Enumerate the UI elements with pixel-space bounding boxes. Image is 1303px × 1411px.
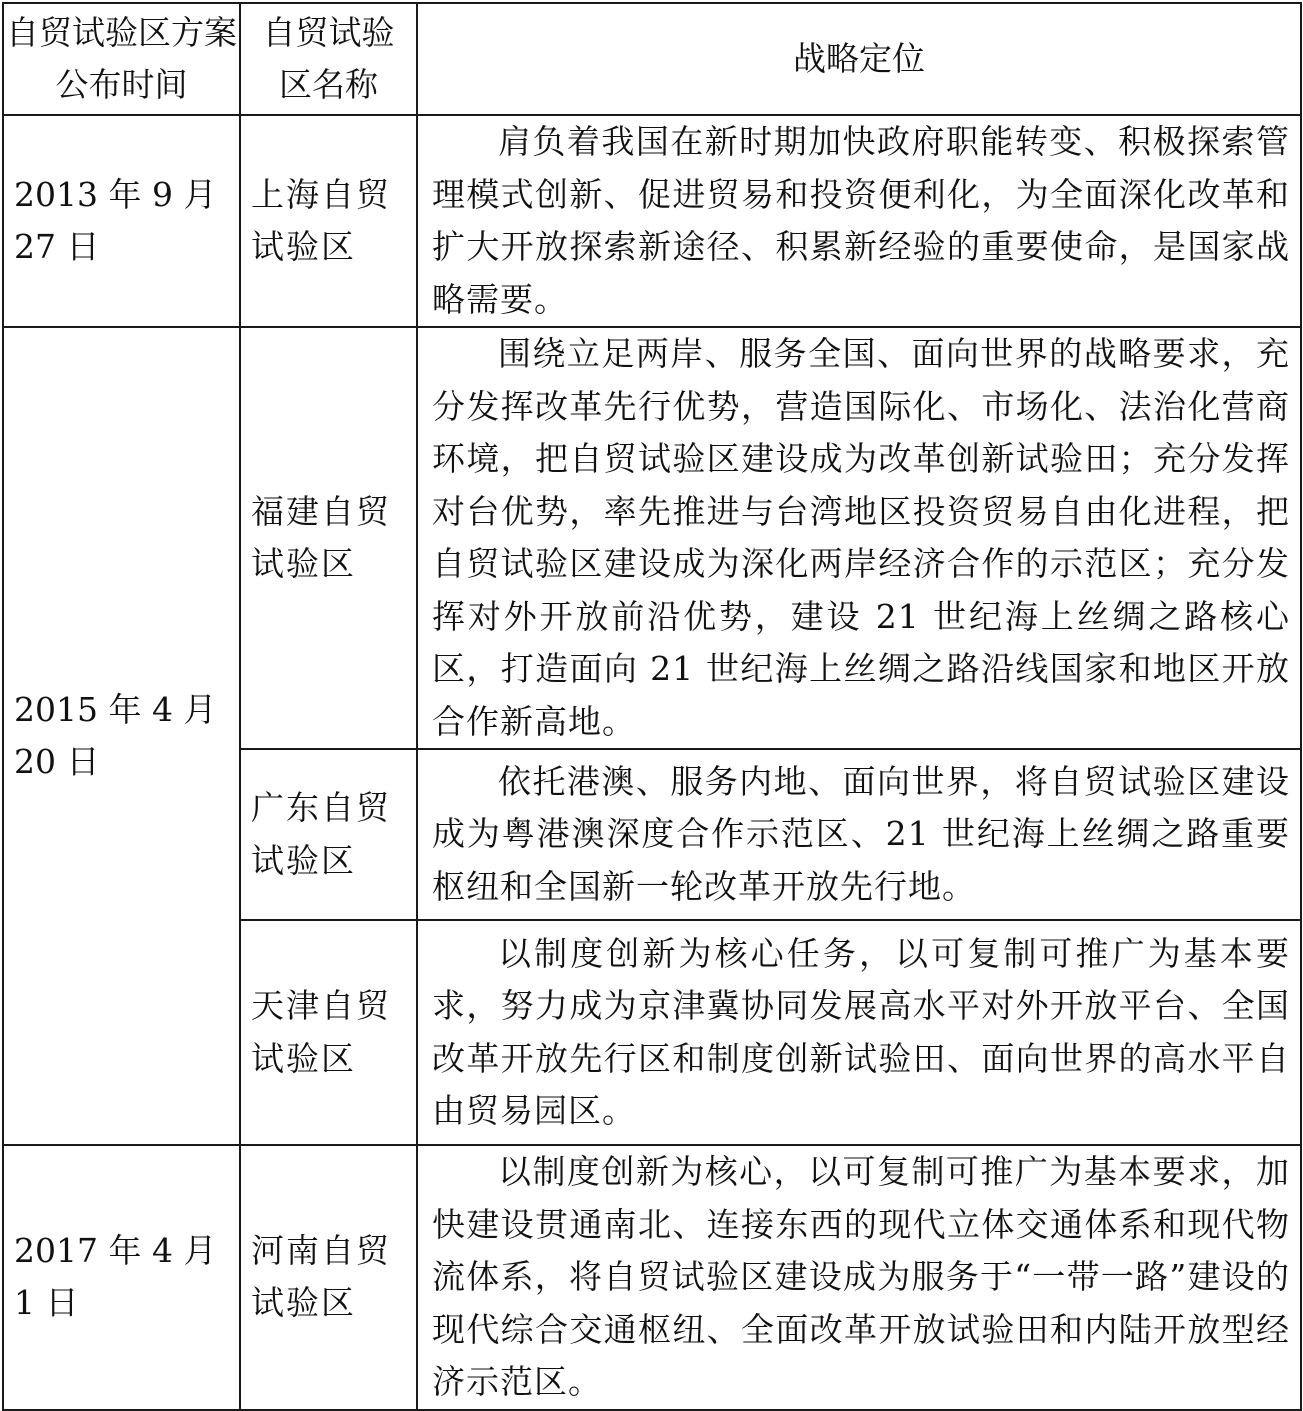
header-name: 自贸试验区名称 <box>240 3 417 115</box>
position-cell: 以制度创新为核心，以可复制可推广为基本要求，加快建设贯通南北、连接东西的现代立体交通体系和现代物流体系，将自贸试验区建设成为服务于“一带一路”建设的现代综合交通枢纽、全面改革开放试验田和内陆开放型经济示范区。 <box>417 1145 1301 1410</box>
position-cell: 以制度创新为核心任务，以可复制可推广为基本要求，努力成为京津冀协同发展高水平对外开放平台、全国改革开放先行区和制度创新试验田、面向世界的高水平自由贸易园区。 <box>417 920 1301 1145</box>
header-position: 战略定位 <box>417 3 1301 115</box>
date-cell: 2015 年 4 月 20 日 <box>3 327 240 1145</box>
zone-name-cell: 河南自贸试验区 <box>240 1145 417 1410</box>
table-row <box>3 115 1301 327</box>
zone-name-cell: 福建自贸试验区 <box>240 327 417 749</box>
zone-name-cell: 广东自贸试验区 <box>240 749 417 920</box>
position-cell: 依托港澳、服务内地、面向世界，将自贸试验区建设成为粤港澳深度合作示范区、21 世纪海上丝绸之路重要枢纽和全国新一轮改革开放先行地。 <box>417 749 1301 920</box>
ftz-strategy-table <box>2 2 1302 1411</box>
position-cell: 肩负着我国在新时期加快政府职能转变、积极探索管理模式创新、促进贸易和投资便利化，为全面深化改革和扩大开放探索新途径、积累新经验的重要使命，是国家战略需要。 <box>417 115 1301 327</box>
header-date: 自贸试验区方案公布时间 <box>3 3 240 115</box>
zone-name-cell: 天津自贸试验区 <box>240 920 417 1145</box>
table-row <box>3 1145 1301 1410</box>
date-cell: 2013 年 9 月 27 日 <box>3 115 240 327</box>
table-row <box>3 327 1301 749</box>
zone-name-cell: 上海自贸试验区 <box>240 115 417 327</box>
position-cell: 围绕立足两岸、服务全国、面向世界的战略要求，充分发挥改革先行优势，营造国际化、市场化、法治化营商环境，把自贸试验区建设成为改革创新试验田；充分发挥对台优势，率先推进与台湾地区投资贸易自由化进程，把自贸试验区建设成为深化两岸经济合作的示范区；充分发挥对外开放前沿优势，建设 21 世纪海上丝绸之路核心区，打造面向 21 世纪海上丝绸之路沿线国家和地区开放合作新高地。 <box>417 327 1301 749</box>
header-row <box>3 3 1301 115</box>
date-cell: 2017 年 4 月 1 日 <box>3 1145 240 1410</box>
